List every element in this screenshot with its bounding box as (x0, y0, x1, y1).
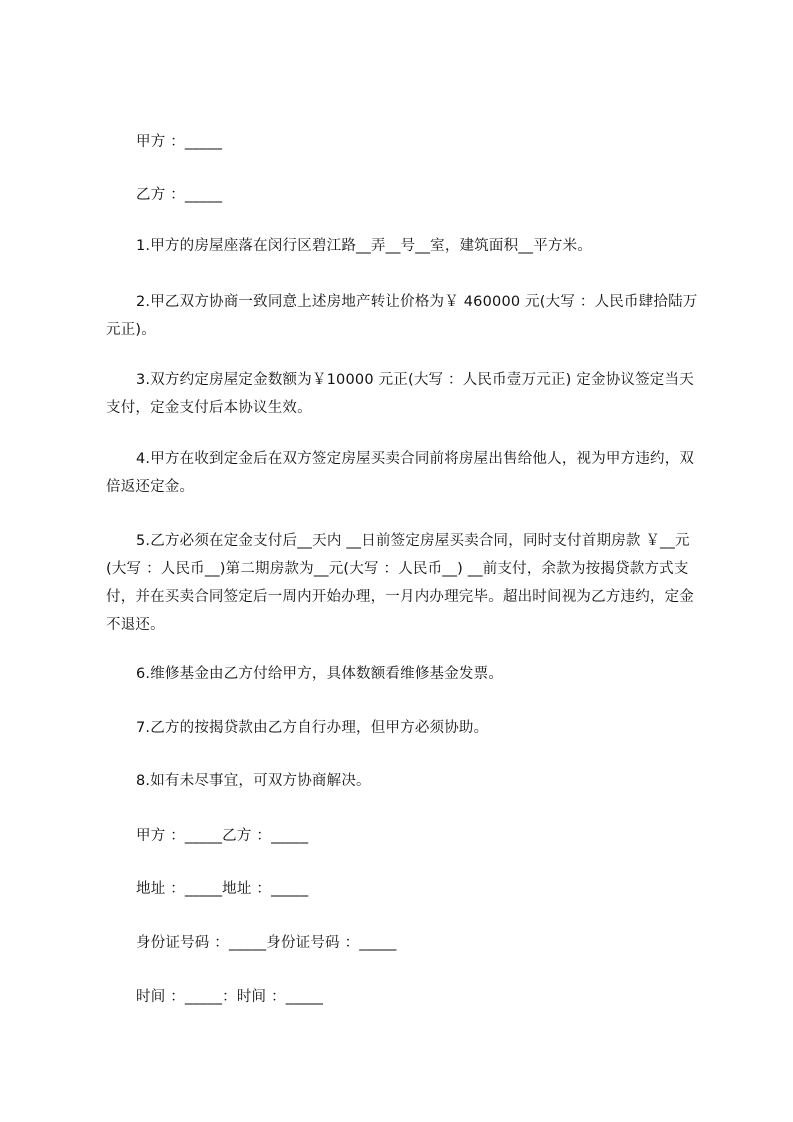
party-b-line: 乙方 ：_____ (136, 187, 223, 203)
party-a-line: 甲方 ：_____ (136, 134, 223, 150)
clause-6: 6.维修基金由乙方付给甲方，具体数额看维修基金发票。 (136, 666, 504, 682)
signature-time: 时间 ：_____：时间 ：_____ (136, 989, 324, 1005)
clause-4: 4.甲方在收到定金后在双方签定房屋买卖合同前将房屋出售给他人，视为甲方违约，双倍返还定金。 (106, 451, 695, 495)
clause-5: 5.乙方必须在定金支付后__天内 __日前签定房屋买卖合同，同时支付首期房款 ￥__元(大写 ：人民币__)第二期房款为__元(大写 ：人民币__) __前支付，余款为按揭贷款方式支付，并在买卖合同签定后一周内开始办理，一月内办理完毕。超出时间视为乙方违约，定金不退还。 (106, 533, 694, 633)
signature-parties: 甲方 ：_____乙方 ：_____ (136, 828, 309, 844)
signature-address: 地址 ：_____地址 ：_____ (136, 881, 309, 897)
clause-7: 7.乙方的按揭贷款由乙方自行办理，但甲方必须协助。 (136, 720, 489, 736)
clause-1: 1.甲方的房屋座落在闵行区碧江路__弄__号__室，建筑面积__平方米。 (136, 238, 593, 254)
clause-8: 8.如有未尽事宜，可双方协商解决。 (136, 773, 371, 789)
signature-id-number: 身份证号码 ：_____身份证号码 ：_____ (136, 935, 397, 951)
clause-2: 2.甲乙双方协商一致同意上述房地产转让价格为￥ 460000 元(大写 ：人民币肆拾陆万元正)。 (106, 294, 698, 338)
clause-3: 3.双方约定房屋定金数额为￥10000 元正(大写 ：人民币壹万元正) 定金协议签定当天支付，定金支付后本协议生效。 (106, 372, 694, 416)
